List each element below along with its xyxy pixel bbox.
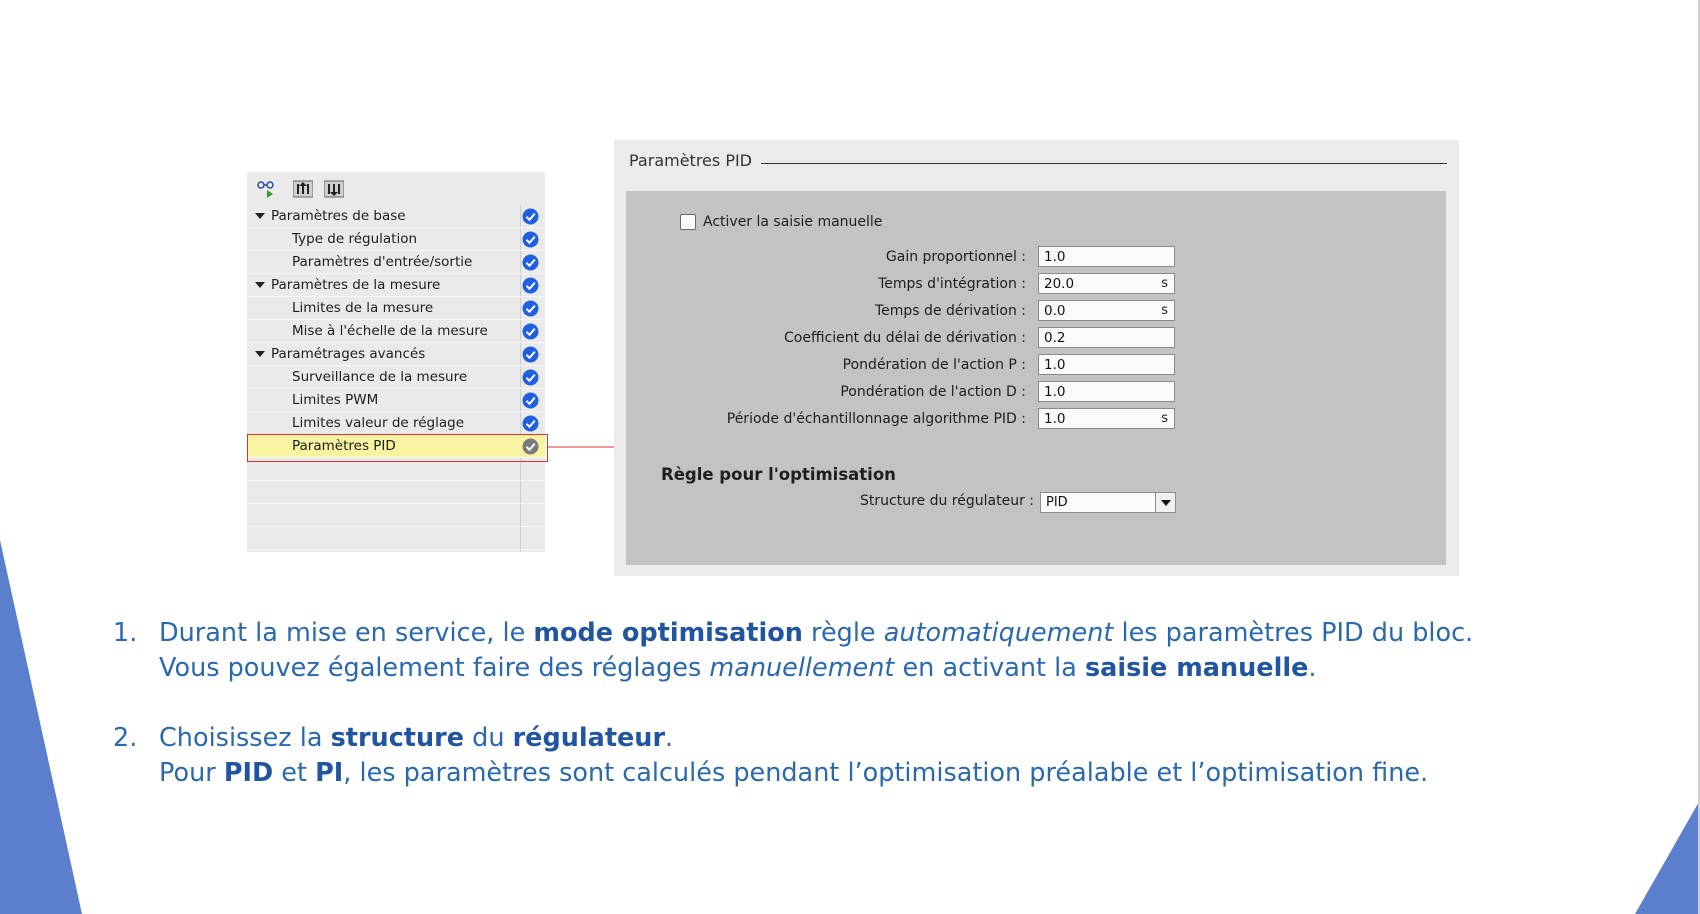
param-input[interactable]	[1038, 381, 1175, 402]
tree-item[interactable]	[247, 205, 545, 228]
title-rule	[761, 163, 1447, 164]
text-run: du	[464, 723, 513, 753]
tree-item[interactable]	[247, 389, 545, 412]
tree-item-label: Surveillance de la mesure	[292, 369, 468, 385]
status-check-icon	[522, 231, 539, 248]
tree-item-label: Type de régulation	[292, 231, 418, 247]
text-run: .	[665, 723, 674, 753]
controller-structure-select[interactable]	[1040, 492, 1176, 513]
tree-item[interactable]	[247, 274, 545, 297]
tree-item-label: Limites PWM	[292, 392, 379, 408]
param-unit: s	[1161, 276, 1168, 291]
status-check-icon	[522, 208, 539, 225]
text-run: règle	[802, 618, 884, 648]
text-run: , les paramètres sont calculés pendant l’optimisation préalable et l’optimisation fine.	[343, 758, 1429, 788]
status-check-icon	[522, 392, 539, 409]
text-run: Vous pouvez également faire des réglages	[159, 653, 710, 683]
bold-run: régulateur	[512, 723, 666, 753]
tree-item[interactable]	[247, 366, 545, 389]
controller-structure-value: PID	[1046, 495, 1068, 510]
status-check-icon	[522, 277, 539, 294]
param-label: Temps d'intégration :	[878, 276, 1026, 292]
text-run: Durant la mise en service, le	[159, 618, 534, 648]
note-2-line-1	[159, 720, 673, 756]
pid-parameters-panel	[614, 140, 1459, 576]
param-value: 0.2	[1044, 330, 1066, 346]
tree-item-label: Limites de la mesure	[292, 300, 434, 316]
param-label: Coefficient du délai de dérivation :	[784, 330, 1026, 346]
text-run: en activant la	[894, 653, 1085, 683]
selection-highlight-box	[247, 434, 548, 462]
param-unit: s	[1161, 303, 1168, 318]
note-2-number: 2.	[113, 723, 138, 753]
italic-run: manuellement	[709, 653, 895, 683]
tree-item-label: Paramétrages avancés	[271, 346, 426, 362]
text-run: Pour	[159, 758, 224, 788]
nav-panel	[247, 172, 545, 552]
status-check-icon	[522, 300, 539, 317]
status-check-icon	[522, 323, 539, 340]
param-value: 1.0	[1044, 357, 1066, 373]
tree-item-label: Paramètres PID	[292, 438, 396, 454]
optimisation-rule-title: Règle pour l'optimisation	[661, 465, 896, 484]
controller-structure-label: Structure du régulateur :	[860, 493, 1034, 509]
param-label: Pondération de l'action P :	[842, 357, 1026, 373]
manual-entry-checkbox[interactable]	[680, 214, 696, 230]
bold-run: structure	[330, 723, 465, 753]
dropdown-button[interactable]	[1155, 493, 1175, 512]
expand-triangle-icon[interactable]	[255, 282, 265, 288]
param-input[interactable]	[1038, 273, 1175, 294]
bold-run: mode optimisation	[533, 618, 803, 648]
status-check-icon	[522, 415, 539, 432]
note-1-line-1	[159, 615, 1473, 651]
status-check-icon	[522, 369, 539, 386]
collapse-all-icon[interactable]	[324, 180, 344, 198]
param-label: Gain proportionnel :	[885, 249, 1026, 265]
nav-toolbar	[247, 172, 545, 204]
expand-triangle-icon[interactable]	[255, 351, 265, 357]
status-check-icon	[522, 254, 539, 271]
tree-item[interactable]	[247, 228, 545, 251]
param-input[interactable]	[1038, 408, 1175, 429]
param-value: 0.0	[1044, 303, 1066, 319]
italic-run: automatiquement	[883, 618, 1114, 648]
tree-item[interactable]	[247, 320, 545, 343]
param-value: 1.0	[1044, 384, 1066, 400]
left-corner-shape	[0, 540, 90, 914]
tree-item[interactable]	[247, 251, 545, 274]
param-value: 1.0	[1044, 249, 1066, 265]
bold-run: saisie manuelle	[1084, 653, 1309, 683]
text-run: Choisissez la	[159, 723, 331, 753]
tree-item-label: Paramètres d'entrée/sortie	[292, 254, 473, 270]
param-input[interactable]	[1038, 300, 1175, 321]
param-input[interactable]	[1038, 327, 1175, 348]
empty-row	[247, 504, 545, 527]
empty-row	[247, 527, 545, 550]
empty-row	[247, 481, 545, 504]
expand-all-icon[interactable]	[293, 180, 313, 198]
tree-item[interactable]	[247, 412, 545, 435]
note-2-line-2	[159, 755, 1428, 791]
pid-panel-title: Paramètres PID	[629, 151, 752, 170]
tree-item-label: Paramètres de base	[271, 208, 406, 224]
tree-item-label: Paramètres de la mesure	[271, 277, 441, 293]
param-value: 1.0	[1044, 411, 1066, 427]
text-run: .	[1308, 653, 1317, 683]
glasses-play-icon[interactable]	[256, 180, 276, 198]
tree-item[interactable]	[247, 343, 545, 366]
note-1-line-2	[159, 650, 1316, 686]
status-check-icon	[522, 346, 539, 363]
param-value: 20.0	[1044, 276, 1075, 292]
tree-item-label: Mise à l'échelle de la mesure	[292, 323, 488, 339]
chevron-down-icon	[1161, 500, 1171, 506]
param-label: Période d'échantillonnage algorithme PID :	[726, 411, 1026, 427]
param-label: Temps de dérivation :	[875, 303, 1026, 319]
bold-run: PI	[315, 758, 344, 788]
tree-item[interactable]	[247, 297, 545, 320]
param-unit: s	[1161, 411, 1168, 426]
text-run: les paramètres PID du bloc.	[1113, 618, 1474, 648]
param-input[interactable]	[1038, 246, 1175, 267]
expand-triangle-icon[interactable]	[255, 213, 265, 219]
text-run: et	[273, 758, 316, 788]
bold-run: PID	[223, 758, 274, 788]
pid-form-area	[626, 191, 1446, 565]
tree-item-label: Limites valeur de réglage	[292, 415, 465, 431]
nav-tree	[247, 205, 545, 550]
right-corner-shape	[1635, 800, 1700, 914]
manual-entry-label: Activer la saisie manuelle	[703, 214, 883, 230]
note-1-number: 1.	[113, 618, 138, 648]
param-input[interactable]	[1038, 354, 1175, 375]
param-label: Pondération de l'action D :	[840, 384, 1026, 400]
